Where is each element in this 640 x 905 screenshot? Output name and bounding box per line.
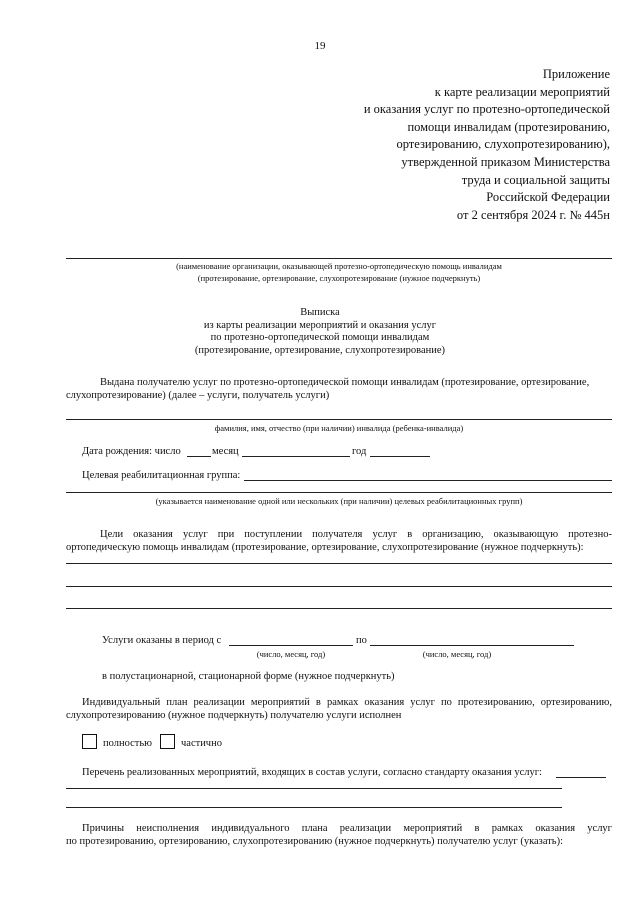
fio-field[interactable] (66, 419, 612, 420)
document-title (0, 307, 640, 357)
target-group-field[interactable] (244, 480, 612, 481)
full-checkbox[interactable] (82, 734, 97, 749)
issued-line2: слухопротезирование) (далее – услуги, получатель услуги) (66, 390, 330, 401)
activities-label: Перечень реализованных мероприятий, входящих в состав услуги, согласно стандарту оказания услуг: (82, 767, 542, 778)
period-to-caption: (число, месяц, год) (422, 649, 492, 659)
fio-caption: фамилия, имя, отчество (при наличии) инвалида (ребенка-инвалида) (214, 423, 464, 433)
appendix-line: Российской Федерации (486, 190, 610, 205)
activities-field-3[interactable] (66, 807, 562, 808)
target-group-label: Целевая реабилитационная группа: (82, 470, 241, 481)
partial-checkbox[interactable] (160, 734, 175, 749)
partial-label: частично (181, 738, 222, 749)
target-group-caption: (указывается наименование одной или нескольких (при наличии) целевых реабилитационных групп) (155, 496, 523, 506)
title-line: по протезно-ортопедической помощи инвалидам (210, 332, 430, 343)
org-caption-line: (наименование организации, оказывающей протезно-ортопедическую помощь инвалидам (176, 261, 502, 271)
page-number: 19 (314, 40, 326, 52)
goals-line1: Цели оказания услуг при поступлении получателя услуг в организацию, оказывающую протезно- (100, 529, 612, 540)
appendix-line: помощи инвалидам (протезированию, (407, 119, 610, 134)
period-from-field[interactable] (229, 645, 353, 646)
org-caption (66, 260, 612, 284)
period-to-field[interactable] (370, 645, 574, 646)
appendix-line: ортезированию, слухопротезированию), (396, 137, 610, 152)
goals-field-2[interactable] (66, 586, 612, 587)
birth-month-label: месяц (212, 446, 239, 457)
full-label: полностью (103, 738, 152, 749)
service-form-text: в полустационарной, стационарной форме (нужное подчеркнуть) (102, 671, 395, 682)
appendix-line: труда и социальной защиты (461, 172, 610, 187)
target-group-field-2[interactable] (66, 492, 612, 493)
birth-day-label: Дата рождения: число (82, 446, 181, 457)
birth-year-field[interactable] (370, 456, 430, 457)
goals-line2: ортопедическую помощь инвалидам (протезирование, ортезирование, слухопротезирование (нужное подчеркнуть): (66, 542, 584, 553)
title-line: Выписка (300, 307, 340, 318)
title-line: из карты реализации мероприятий и оказания услуг (203, 319, 437, 331)
activities-field-1[interactable] (556, 777, 606, 778)
appendix-line: и оказания услуг по протезно-ортопедической (363, 102, 610, 117)
org-name-field[interactable] (66, 258, 612, 259)
appendix-line: Приложение (542, 67, 610, 81)
birth-day-field[interactable] (187, 456, 211, 457)
goals-field-3[interactable] (66, 608, 612, 609)
reasons-line1: Причины неисполнения индивидуального плана реализации мероприятий в рамках оказания услуг (82, 823, 612, 834)
period-from-caption: (число, месяц, год) (256, 649, 326, 659)
reasons-line2: по протезированию, ортезированию, слухопротезированию (нужное подчеркнуть) получателю услуг (указать): (66, 836, 564, 847)
plan-line2: слухопротезированию (нужное подчеркнуть) получателю услуги исполнен (66, 710, 402, 721)
appendix-line: утвержденной приказом Министерства (401, 154, 610, 169)
issued-line1: Выдана получателю услуг по протезно-ортопедической помощи инвалидам (протезирование, ортезирование, (100, 377, 590, 388)
period-label: Услуги оказаны в период с (102, 635, 222, 646)
appendix-line: от 2 сентября 2024 г. № 445н (456, 207, 610, 222)
period-to-label: по (356, 635, 367, 646)
plan-line1: Индивидуальный план реализации мероприятий в рамках оказания услуг по протезированию, ортезированию, (82, 697, 612, 708)
activities-field-2[interactable] (66, 788, 562, 789)
title-line: (протезирование, ортезирование, слухопротезирование) (194, 344, 446, 356)
appendix-header (364, 66, 610, 224)
birth-month-field[interactable] (242, 456, 350, 457)
birth-year-label: год (352, 446, 367, 457)
org-caption-line: (протезирование, ортезирование, слухопротезирование (нужное подчеркнуть) (197, 273, 481, 283)
goals-field-1[interactable] (66, 563, 612, 564)
appendix-line: к карте реализации мероприятий (434, 84, 610, 99)
